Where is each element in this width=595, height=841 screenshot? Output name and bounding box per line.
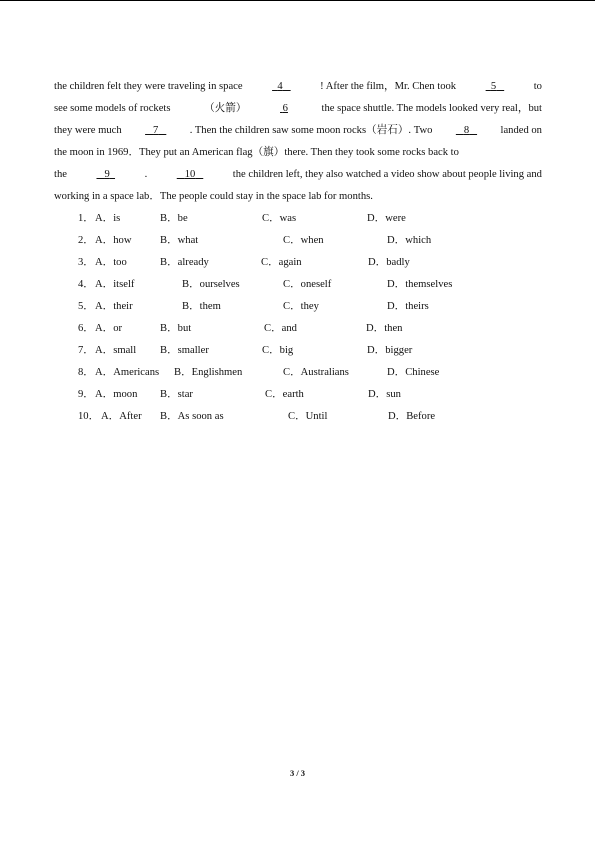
question-number: 10．: [78, 411, 100, 422]
option-d: D．sun: [368, 389, 401, 400]
option-d: D．badly: [368, 257, 410, 268]
passage-text: the: [54, 169, 67, 180]
option-a: A．too: [95, 257, 127, 268]
option-b: B．smaller: [160, 345, 209, 356]
passage-text: landed on: [500, 125, 542, 136]
option-b: B．be: [160, 213, 188, 224]
question-number: 7．: [78, 345, 94, 356]
passage-line-1: [54, 76, 542, 98]
option-d: D．which: [387, 235, 432, 246]
option-d: D．Before: [388, 411, 436, 422]
option-d: D．themselves: [387, 279, 453, 290]
option-a: A．moon: [95, 389, 138, 400]
question-number: 4．: [78, 279, 94, 290]
option-b: B．but: [160, 323, 192, 334]
option-b: B．As soon as: [160, 411, 224, 422]
option-c: C．Australians: [283, 367, 349, 378]
question-row-5: [78, 296, 498, 318]
option-d: D．Chinese: [387, 367, 440, 378]
passage-text: the children felt they were traveling in space: [54, 81, 243, 92]
option-d: D．were: [367, 213, 406, 224]
blank-7: 7: [153, 125, 159, 136]
option-c: C．earth: [265, 389, 304, 400]
option-c: C．they: [283, 301, 319, 312]
option-a: A．their: [95, 301, 133, 312]
blank-8: 8: [463, 125, 470, 136]
passage-text: . Then the children saw some moon rocks（岩石）. Two: [189, 125, 433, 136]
question-row-3: [78, 252, 498, 274]
question-number: 3．: [78, 257, 94, 268]
passage-text: ! After the film，Mr. Chen took: [320, 81, 457, 92]
question-row-2: [78, 230, 498, 252]
question-row-10: [78, 406, 498, 428]
question-number: 8．: [78, 367, 94, 378]
option-b: B．star: [160, 389, 193, 400]
question-number: 1．: [78, 213, 94, 224]
question-number: 2．: [78, 235, 94, 246]
passage-line-4: [54, 142, 542, 164]
blank-5: 5: [490, 81, 497, 92]
passage-line-6: [54, 186, 542, 208]
option-a: A．itself: [95, 279, 135, 290]
option-c: C．big: [262, 345, 294, 356]
option-c: C．when: [283, 235, 324, 246]
option-a: A．Americans: [95, 367, 160, 378]
option-c: C．and: [264, 323, 297, 334]
passage-text: to: [533, 81, 542, 92]
option-c: C．again: [261, 257, 302, 268]
option-b: B．already: [160, 257, 209, 268]
option-d: D．theirs: [387, 301, 429, 312]
question-row-8: [78, 362, 498, 384]
question-row-4: [78, 274, 498, 296]
question-row-7: [78, 340, 498, 362]
passage-text: the children left, they also watched a video show about people living and: [232, 169, 542, 180]
question-row-1: [78, 208, 498, 230]
option-a: A．is: [95, 213, 121, 224]
option-a: A．or: [95, 323, 123, 334]
option-a: A．small: [95, 345, 137, 356]
passage-line-3: [54, 120, 542, 142]
passage-text: the moon in 1969．They put an American flag（旗）there. Then they took some rocks back to: [54, 147, 459, 158]
option-d: D．then: [366, 323, 403, 334]
passage-text: （火箭）: [204, 103, 247, 114]
option-c: C．was: [262, 213, 297, 224]
passage-text: see some models of rockets: [54, 103, 171, 114]
passage-text: working in a space lab．The people could stay in the space lab for months.: [54, 191, 373, 202]
passage-text: the space shuttle. The models looked very real，but: [321, 103, 542, 114]
option-b: B．them: [182, 301, 221, 312]
option-d: D．bigger: [367, 345, 413, 356]
question-number: 5．: [78, 301, 94, 312]
blank-4: 4: [277, 81, 283, 92]
option-b: B．ourselves: [182, 279, 240, 290]
top-rule: [0, 0, 595, 1]
option-c: C．oneself: [283, 279, 332, 290]
option-b: B．what: [160, 235, 199, 246]
option-a: A．After: [101, 411, 142, 422]
passage: [54, 76, 542, 208]
blank-10: 10: [184, 169, 196, 180]
question-number: 9．: [78, 389, 94, 400]
passage-text: they were much: [54, 125, 122, 136]
blank-6: 6: [282, 103, 288, 114]
page-number: 3 / 3: [289, 768, 306, 778]
blank-separator: .: [144, 169, 148, 180]
option-b: B．Englishmen: [174, 367, 243, 378]
option-c: C．Until: [288, 411, 328, 422]
passage-line-2: [54, 98, 542, 120]
blank-9: 9: [104, 169, 110, 180]
question-row-9: [78, 384, 498, 406]
passage-line-5: [54, 164, 542, 186]
option-a: A．how: [95, 235, 132, 246]
question-number: 6．: [78, 323, 94, 334]
question-row-6: [78, 318, 498, 340]
question-options: [78, 208, 498, 428]
